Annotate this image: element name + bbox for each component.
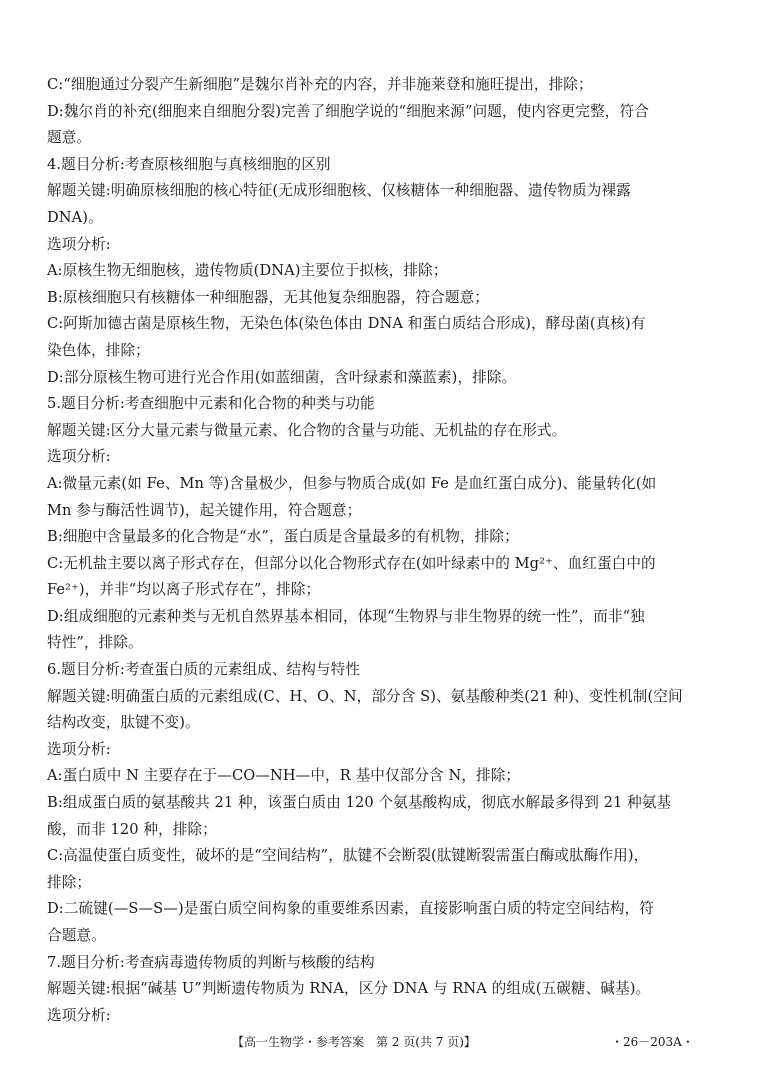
text-line: Fe²⁺)，并非“均以离子形式存在”，排除； bbox=[47, 581, 321, 599]
footer-title: 【高一生物学・参考答案 第 2 页(共 7 页)】 bbox=[232, 1035, 476, 1049]
text-line: B:原核细胞只有核糖体一种细胞器，无其他复杂细胞器，符合题意； bbox=[47, 288, 489, 306]
text-line: D:组成细胞的元素种类与无机自然界基本相同，体现“生物界与非生物界的统一性”，而非“独 bbox=[47, 607, 645, 625]
answer-text-body bbox=[47, 72, 717, 1029]
text-line: C:高温使蛋白质变性，破坏的是“空间结构”，肽键不会断裂(肽键断裂需蛋白酶或肽酶作用)， bbox=[47, 847, 649, 865]
text-line: 6.题目分析:考查蛋白质的元素组成、结构与特性 bbox=[47, 661, 361, 679]
text-line: 题意。 bbox=[47, 129, 92, 147]
footer-code: ・26－203A・ bbox=[611, 1035, 694, 1049]
text-line: C:无机盐主要以离子形式存在，但部分以化合物形式存在(如叶绿素中的 Mg²⁺、血红蛋白中的 bbox=[47, 554, 656, 572]
text-line: C:阿斯加德古菌是原核生物，无染色体(染色体由 DNA 和蛋白质结合形成)，酵母菌(真核)有 bbox=[47, 315, 646, 333]
text-line: 7.题目分析:考查病毒遗传物质的判断与核酸的结构 bbox=[47, 953, 375, 971]
text-line: D:二硫键(—S—S—)是蛋白质空间构象的重要维系因素，直接影响蛋白质的特定空间结构，符 bbox=[47, 900, 654, 918]
text-line: 选项分析: bbox=[47, 1006, 111, 1024]
text-line: 选项分析: bbox=[47, 235, 111, 253]
text-line: A:原核生物无细胞核，遗传物质(DNA)主要位于拟核，排除； bbox=[47, 262, 448, 280]
text-line: A:微量元素(如 Fe、Mn 等)含量极少，但参与物质合成(如 Fe 是血红蛋白成分)、能量转化(如 bbox=[47, 474, 657, 492]
text-line: A:蛋白质中 N 主要存在于—CO—NH—中，R 基中仅部分含 N，排除； bbox=[47, 767, 521, 785]
text-line: 酸，而非 120 种，排除； bbox=[47, 820, 217, 838]
text-line: 解题关键:区分大量元素与微量元素、化合物的含量与功能、无机盐的存在形式。 bbox=[47, 421, 567, 439]
text-line: Mn 参与酶活性调节)，起关键作用，符合题意； bbox=[47, 501, 362, 519]
text-line: 4.题目分析:考查原核细胞与真核细胞的区别 bbox=[47, 155, 331, 173]
text-line: D:魏尔肖的补充(细胞来自细胞分裂)完善了细胞学说的“细胞来源”问题，使内容更完整，符合 bbox=[47, 102, 649, 120]
text-line: 合题意。 bbox=[47, 927, 106, 944]
text-line: 5.题目分析:考查细胞中元素和化合物的种类与功能 bbox=[47, 395, 375, 413]
text-line: C:“细胞通过分裂产生新细胞”是魏尔肖补充的内容，并非施莱登和施旺提出，排除； bbox=[47, 76, 593, 93]
text-line: 选项分析: bbox=[47, 740, 111, 758]
text-line: B:细胞中含量最多的化合物是“水”，蛋白质是含量最多的有机物，排除； bbox=[47, 528, 519, 546]
text-line: B:组成蛋白质的氨基酸共 21 种，该蛋白质由 120 个氨基酸构成，彻底水解最多得到 21 种氨基 bbox=[47, 794, 672, 812]
text-line: 选项分析: bbox=[47, 448, 111, 466]
text-line: 结构改变，肽键不变)。 bbox=[47, 714, 200, 732]
text-line: 特性”，排除。 bbox=[47, 634, 143, 652]
text-line: DNA)。 bbox=[47, 208, 103, 226]
text-line: 排除； bbox=[47, 873, 92, 891]
text-line: 解题关键:明确原核细胞的核心特征(无成形细胞核、仅核糖体一种细胞器、遗传物质为裸露 bbox=[47, 182, 631, 200]
text-line: 染色体，排除； bbox=[47, 341, 150, 359]
text-line: 解题关键:根据“碱基 U”判断遗传物质为 RNA，区分 DNA 与 RNA 的组成(五碳糖、碱基)。 bbox=[47, 980, 651, 998]
text-line: 解题关键:明确蛋白质的元素组成(C、H、O、N，部分含 S)、氨基酸种类(21 种)、变性机制(空间 bbox=[47, 687, 683, 705]
page-footer bbox=[0, 1032, 764, 1052]
text-line: D:部分原核生物可进行光合作用(如蓝细菌，含叶绿素和藻蓝素)，排除。 bbox=[47, 368, 517, 386]
